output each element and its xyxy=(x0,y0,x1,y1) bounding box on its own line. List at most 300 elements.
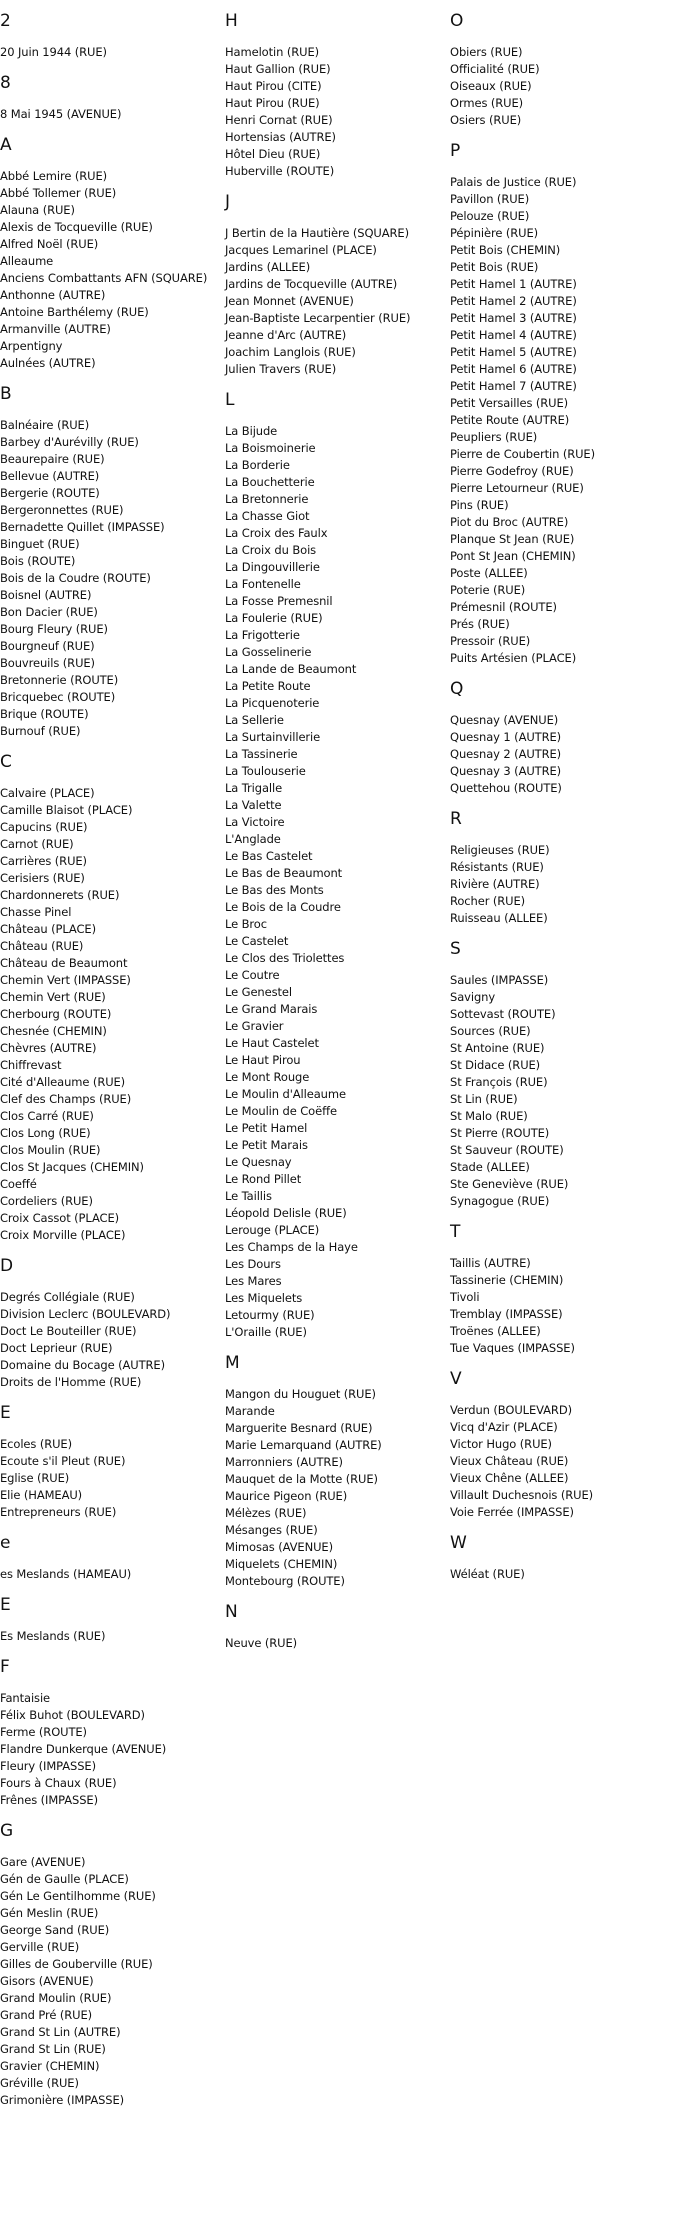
letter-heading: N xyxy=(225,1602,238,1622)
street-link[interactable]: St Pierre (ROUTE) xyxy=(450,1126,550,1140)
street-link[interactable]: Elie (HAMEAU) xyxy=(0,1488,83,1502)
street-link[interactable]: St François (RUE) xyxy=(450,1075,548,1089)
street-link[interactable]: Saules (IMPASSE) xyxy=(450,973,549,987)
letter-section xyxy=(0,1645,225,1809)
street-link[interactable]: Palais de Justice (RUE) xyxy=(450,175,577,189)
street-link[interactable]: Petit Hamel 4 (AUTRE) xyxy=(450,328,577,342)
street-link[interactable]: Beaurepaire (RUE) xyxy=(0,452,105,466)
street-link[interactable]: Balnéaire (RUE) xyxy=(0,418,90,432)
letter-section xyxy=(450,1357,675,1521)
street-link[interactable]: La Fosse Premesnil xyxy=(225,594,333,608)
street-link[interactable]: Bois de la Coudre (ROUTE) xyxy=(0,571,151,585)
street-link[interactable]: Haut Pirou (CITE) xyxy=(225,79,322,93)
street-link[interactable]: Ormes (RUE) xyxy=(450,96,524,110)
street-list xyxy=(450,972,675,1210)
street-link[interactable]: Joachim Langlois (RUE) xyxy=(225,345,356,359)
street-link[interactable]: Bretonnerie (ROUTE) xyxy=(0,673,119,687)
letter-heading: C xyxy=(0,752,12,772)
street-link[interactable]: Le Haut Pirou xyxy=(225,1053,301,1067)
street-link[interactable]: Pierre Godefroy (RUE) xyxy=(450,464,574,478)
street-link[interactable]: Sources (RUE) xyxy=(450,1024,531,1038)
street-link[interactable]: La Valette xyxy=(225,798,282,812)
street-link[interactable]: Neuve (RUE) xyxy=(225,1636,298,1650)
street-link[interactable]: Bouvreuils (RUE) xyxy=(0,656,95,670)
street-link[interactable]: Taillis (AUTRE) xyxy=(450,1256,531,1270)
street-link[interactable]: Petit Hamel 5 (AUTRE) xyxy=(450,345,577,359)
street-link[interactable]: Officialité (RUE) xyxy=(450,62,540,76)
street-link[interactable]: La Bijude xyxy=(225,424,278,438)
street-link[interactable]: La Boismoinerie xyxy=(225,441,316,455)
street-link[interactable]: Le Taillis xyxy=(225,1189,272,1203)
letter-section xyxy=(225,1590,450,1652)
letter-section xyxy=(225,180,450,378)
street-link[interactable]: Quettehou (ROUTE) xyxy=(450,781,562,795)
street-link[interactable]: Rivière (AUTRE) xyxy=(450,877,540,891)
street-list xyxy=(450,44,675,129)
street-link[interactable]: Ste Geneviève (RUE) xyxy=(450,1177,569,1191)
street-link[interactable]: Julien Travers (RUE) xyxy=(225,362,337,376)
street-link[interactable]: Doct Leprieur (RUE) xyxy=(0,1341,113,1355)
street-list xyxy=(225,225,450,378)
street-link[interactable]: Armanville (AUTRE) xyxy=(0,322,111,336)
street-link[interactable]: Boisnel (AUTRE) xyxy=(0,588,92,602)
street-link[interactable]: Osiers (RUE) xyxy=(450,113,522,127)
street-link[interactable]: Le Bas des Monts xyxy=(225,883,324,897)
street-link[interactable]: Petit Hamel 6 (AUTRE) xyxy=(450,362,577,376)
street-link[interactable]: Le Coutre xyxy=(225,968,280,982)
street-link[interactable]: Fleury (IMPASSE) xyxy=(0,1759,96,1773)
street-link[interactable]: Alleaume xyxy=(0,254,54,268)
street-link[interactable]: Mauquet de la Motte (RUE) xyxy=(225,1472,378,1486)
street-link[interactable]: Pierre Letourneur (RUE) xyxy=(450,481,584,495)
street-link[interactable]: Poterie (RUE) xyxy=(450,583,526,597)
street-link[interactable]: Quesnay 3 (AUTRE) xyxy=(450,764,562,778)
street-link[interactable]: La Victoire xyxy=(225,815,285,829)
street-list xyxy=(450,842,675,927)
street-link[interactable]: Stade (ALLEE) xyxy=(450,1160,530,1174)
street-link[interactable]: Obiers (RUE) xyxy=(450,45,523,59)
street-link[interactable]: Jeanne d'Arc (AUTRE) xyxy=(225,328,347,342)
street-link[interactable]: Léopold Delisle (RUE) xyxy=(225,1206,347,1220)
street-link[interactable]: Puits Artésien (PLACE) xyxy=(450,651,577,665)
street-link[interactable]: Mangon du Houguet (RUE) xyxy=(225,1387,376,1401)
street-link[interactable]: Domaine du Bocage (AUTRE) xyxy=(0,1358,165,1372)
street-link[interactable]: St Malo (RUE) xyxy=(450,1109,528,1123)
street-link[interactable]: Chesnée (CHEMIN) xyxy=(0,1024,107,1038)
street-link[interactable]: Lerouge (PLACE) xyxy=(225,1223,320,1237)
street-link[interactable]: La Picquenoterie xyxy=(225,696,320,710)
street-link[interactable]: Antoine Barthélemy (RUE) xyxy=(0,305,149,319)
street-link[interactable]: Peupliers (RUE) xyxy=(450,430,538,444)
letter-heading: A xyxy=(0,135,12,155)
street-link[interactable]: Chemin Vert (RUE) xyxy=(0,990,106,1004)
street-link[interactable]: Le Clos des Triolettes xyxy=(225,951,345,965)
letter-heading: e xyxy=(0,1533,11,1553)
street-link[interactable]: Petit Bois (RUE) xyxy=(450,260,539,274)
street-link[interactable]: Binguet (RUE) xyxy=(0,537,80,551)
letter-heading: E xyxy=(0,1595,11,1615)
street-link[interactable]: Pelouze (RUE) xyxy=(450,209,530,223)
street-link[interactable]: Gén Le Gentilhomme (RUE) xyxy=(0,1889,156,1903)
street-link[interactable]: Frênes (IMPASSE) xyxy=(0,1793,98,1807)
street-link[interactable]: Le Rond Pillet xyxy=(225,1172,302,1186)
street-list xyxy=(450,1566,675,1583)
street-link[interactable]: Piot du Broc (AUTRE) xyxy=(450,515,569,529)
letter-section xyxy=(225,378,450,1341)
street-link[interactable]: Les Mares xyxy=(225,1274,282,1288)
street-link[interactable]: La Tassinerie xyxy=(225,747,298,761)
street-link[interactable]: Montebourg (ROUTE) xyxy=(225,1574,345,1588)
street-index-column-3 xyxy=(450,0,675,1583)
street-link[interactable]: L'Anglade xyxy=(225,832,281,846)
street-link[interactable]: Bourg Fleury (RUE) xyxy=(0,622,108,636)
letter-heading: 2 xyxy=(0,11,11,31)
street-link[interactable]: St Lin (RUE) xyxy=(450,1092,518,1106)
street-index-column-1 xyxy=(0,0,225,2109)
street-link[interactable]: Château (PLACE) xyxy=(0,922,96,936)
street-link[interactable]: Eglise (RUE) xyxy=(0,1471,70,1485)
street-link[interactable]: Oiseaux (RUE) xyxy=(450,79,532,93)
street-link[interactable]: Hôtel Dieu (RUE) xyxy=(225,147,321,161)
street-link[interactable]: Jardins de Tocqueville (AUTRE) xyxy=(225,277,398,291)
street-link[interactable]: Flandre Dunkerque (AVENUE) xyxy=(0,1742,167,1756)
street-link[interactable]: St Sauveur (ROUTE) xyxy=(450,1143,564,1157)
letter-section xyxy=(0,740,225,1244)
street-link[interactable]: Voie Ferrée (IMPASSE) xyxy=(450,1505,574,1519)
street-link[interactable]: 20 Juin 1944 (RUE) xyxy=(0,45,107,59)
street-link[interactable]: Le Grand Marais xyxy=(225,1002,318,1016)
street-link[interactable]: Gilles de Gouberville (RUE) xyxy=(0,1957,153,1971)
street-link[interactable]: Anciens Combattants AFN (SQUARE) xyxy=(0,271,208,285)
street-link[interactable]: La Bouchetterie xyxy=(225,475,315,489)
street-link[interactable]: Wéléat (RUE) xyxy=(450,1567,525,1581)
letter-heading: O xyxy=(450,11,464,31)
street-link[interactable]: Abbé Lemire (RUE) xyxy=(0,169,108,183)
street-link[interactable]: Maurice Pigeon (RUE) xyxy=(225,1489,348,1503)
street-link[interactable]: Clos Moulin (RUE) xyxy=(0,1143,101,1157)
street-link[interactable]: Le Gravier xyxy=(225,1019,284,1033)
street-link[interactable]: Le Mont Rouge xyxy=(225,1070,310,1084)
street-link[interactable]: St Didace (RUE) xyxy=(450,1058,541,1072)
street-link[interactable]: Le Petit Marais xyxy=(225,1138,308,1152)
street-link[interactable]: Clos St Jacques (CHEMIN) xyxy=(0,1160,144,1174)
street-link[interactable]: Le Bas Castelet xyxy=(225,849,313,863)
street-link[interactable]: Alfred Noël (RUE) xyxy=(0,237,99,251)
letter-section xyxy=(225,0,450,180)
street-link[interactable]: Petite Route (AUTRE) xyxy=(450,413,570,427)
street-link[interactable]: Marie Lemarquand (AUTRE) xyxy=(225,1438,382,1452)
street-index-column-2 xyxy=(225,0,450,1652)
street-link[interactable]: Jean-Baptiste Lecarpentier (RUE) xyxy=(225,311,411,325)
street-link[interactable]: Petit Hamel 2 (AUTRE) xyxy=(450,294,577,308)
street-link[interactable]: Tremblay (IMPASSE) xyxy=(450,1307,563,1321)
street-link[interactable]: Clos Long (RUE) xyxy=(0,1126,91,1140)
street-link[interactable]: Miquelets (CHEMIN) xyxy=(225,1557,338,1571)
street-link[interactable]: Tue Vaques (IMPASSE) xyxy=(450,1341,575,1355)
street-link[interactable]: La Croix des Faulx xyxy=(225,526,328,540)
street-link[interactable]: Grimonière (IMPASSE) xyxy=(0,2093,125,2107)
street-link[interactable]: Pont St Jean (CHEMIN) xyxy=(450,549,576,563)
street-link[interactable]: Bois (ROUTE) xyxy=(0,554,76,568)
street-link[interactable]: Carrières (RUE) xyxy=(0,854,87,868)
street-link[interactable]: Chasse Pinel xyxy=(0,905,72,919)
street-link[interactable]: Prés (RUE) xyxy=(450,617,510,631)
street-link[interactable]: Villault Duchesnois (RUE) xyxy=(450,1488,594,1502)
street-link[interactable]: La Sellerie xyxy=(225,713,284,727)
street-link[interactable]: Capucins (RUE) xyxy=(0,820,88,834)
street-link[interactable]: Haut Gallion (RUE) xyxy=(225,62,331,76)
street-link[interactable]: Le Broc xyxy=(225,917,267,931)
street-link[interactable]: La Toulouserie xyxy=(225,764,306,778)
street-link[interactable]: Pavillon (RUE) xyxy=(450,192,530,206)
street-link[interactable]: Huberville (ROUTE) xyxy=(225,164,335,178)
letter-section xyxy=(0,123,225,372)
street-list xyxy=(450,174,675,667)
street-link[interactable]: Division Leclerc (BOULEVARD) xyxy=(0,1307,171,1321)
street-list xyxy=(0,44,225,61)
letter-heading: B xyxy=(0,384,12,404)
street-list xyxy=(0,1289,225,1391)
street-link[interactable]: Le Genestel xyxy=(225,985,292,999)
street-link[interactable]: La Gosselinerie xyxy=(225,645,312,659)
street-link[interactable]: Es Meslands (RUE) xyxy=(0,1629,106,1643)
street-link[interactable]: Bergerie (ROUTE) xyxy=(0,486,100,500)
street-link[interactable]: Cité d'Alleaume (RUE) xyxy=(0,1075,126,1089)
street-link[interactable]: Bricquebec (ROUTE) xyxy=(0,690,116,704)
street-link[interactable]: Jardins (ALLEE) xyxy=(225,260,311,274)
street-link[interactable]: Ecoles (RUE) xyxy=(0,1437,72,1451)
street-link[interactable]: Victor Hugo (RUE) xyxy=(450,1437,552,1451)
street-list xyxy=(225,423,450,1341)
letter-section xyxy=(0,1809,225,2109)
street-link[interactable]: Quesnay 2 (AUTRE) xyxy=(450,747,562,761)
letter-section xyxy=(0,1244,225,1391)
street-link[interactable]: Degrés Collégiale (RUE) xyxy=(0,1290,135,1304)
street-link[interactable]: Ruisseau (ALLEE) xyxy=(450,911,548,925)
street-link[interactable]: Entrepreneurs (RUE) xyxy=(0,1505,117,1519)
street-link[interactable]: La Chasse Giot xyxy=(225,509,310,523)
street-link[interactable]: Vieux Château (RUE) xyxy=(450,1454,569,1468)
street-link[interactable]: Le Castelet xyxy=(225,934,289,948)
street-link[interactable]: La Surtainvillerie xyxy=(225,730,321,744)
letter-section xyxy=(450,1521,675,1583)
street-link[interactable]: Félix Buhot (BOULEVARD) xyxy=(0,1708,145,1722)
street-link[interactable]: Brique (ROUTE) xyxy=(0,707,89,721)
letter-heading: R xyxy=(450,809,462,829)
street-link[interactable]: Droits de l'Homme (RUE) xyxy=(0,1375,142,1389)
street-link[interactable]: Grand St Lin (RUE) xyxy=(0,2042,106,2056)
street-link[interactable]: Anthonne (AUTRE) xyxy=(0,288,106,302)
street-link[interactable]: Aulnées (AUTRE) xyxy=(0,356,96,370)
street-link[interactable]: Arpentigny xyxy=(0,339,63,353)
street-link[interactable]: Croix Cassot (PLACE) xyxy=(0,1211,119,1225)
street-link[interactable]: Marande xyxy=(225,1404,275,1418)
letter-heading: P xyxy=(450,141,461,161)
street-link[interactable]: Clef des Champs (RUE) xyxy=(0,1092,132,1106)
letter-heading: F xyxy=(0,1657,10,1677)
street-link[interactable]: Cerisiers (RUE) xyxy=(0,871,85,885)
letter-section xyxy=(0,61,225,123)
street-link[interactable]: Le Bois de la Coudre xyxy=(225,900,341,914)
street-link[interactable]: Gréville (RUE) xyxy=(0,2076,79,2090)
street-link[interactable]: Pierre de Coubertin (RUE) xyxy=(450,447,595,461)
street-link[interactable]: Vicq d'Azir (PLACE) xyxy=(450,1420,558,1434)
letter-section xyxy=(0,1583,225,1645)
street-link[interactable]: Gén de Gaulle (PLACE) xyxy=(0,1872,129,1886)
street-link[interactable]: Petit Hamel 3 (AUTRE) xyxy=(450,311,577,325)
street-link[interactable]: La Trigalle xyxy=(225,781,283,795)
street-link[interactable]: Marronniers (AUTRE) xyxy=(225,1455,343,1469)
street-link[interactable]: Gerville (RUE) xyxy=(0,1940,80,1954)
street-link[interactable]: es Meslands (HAMEAU) xyxy=(0,1567,132,1581)
street-link[interactable]: Jacques Lemarinel (PLACE) xyxy=(225,243,377,257)
street-link[interactable]: 8 Mai 1945 (AVENUE) xyxy=(0,107,122,121)
street-link[interactable]: Petit Bois (CHEMIN) xyxy=(450,243,561,257)
street-link[interactable]: Troënes (ALLEE) xyxy=(450,1324,541,1338)
street-link[interactable]: Mimosas (AVENUE) xyxy=(225,1540,333,1554)
street-link[interactable]: Gravier (CHEMIN) xyxy=(0,2059,100,2073)
letter-heading: T xyxy=(450,1222,461,1242)
street-link[interactable]: Le Bas de Beaumont xyxy=(225,866,343,880)
street-link[interactable]: Gén Meslin (RUE) xyxy=(0,1906,99,1920)
street-link[interactable]: Le Quesnay xyxy=(225,1155,292,1169)
street-link[interactable]: Abbé Tollemer (RUE) xyxy=(0,186,117,200)
street-link[interactable]: Chemin Vert (IMPASSE) xyxy=(0,973,131,987)
street-link[interactable]: Ecoute s'il Pleut (RUE) xyxy=(0,1454,126,1468)
street-link[interactable]: Rocher (RUE) xyxy=(450,894,526,908)
street-link[interactable]: Sottevast (ROUTE) xyxy=(450,1007,556,1021)
street-link[interactable]: Ferme (ROUTE) xyxy=(0,1725,87,1739)
letter-heading: Q xyxy=(450,679,464,699)
street-link[interactable]: Petit Versailles (RUE) xyxy=(450,396,569,410)
street-link[interactable]: Les Miquelets xyxy=(225,1291,303,1305)
street-link[interactable]: Tassinerie (CHEMIN) xyxy=(450,1273,564,1287)
street-link[interactable]: Burnouf (RUE) xyxy=(0,724,81,738)
street-link[interactable]: Marguerite Besnard (RUE) xyxy=(225,1421,373,1435)
street-link[interactable]: La Frigotterie xyxy=(225,628,300,642)
street-link[interactable]: Planque St Jean (RUE) xyxy=(450,532,575,546)
street-link[interactable]: Bernadette Quillet (IMPASSE) xyxy=(0,520,165,534)
street-link[interactable]: Henri Cornat (RUE) xyxy=(225,113,333,127)
street-link[interactable]: Les Champs de la Haye xyxy=(225,1240,358,1254)
street-link[interactable]: Pressoir (RUE) xyxy=(450,634,531,648)
street-link[interactable]: Les Dours xyxy=(225,1257,281,1271)
street-link[interactable]: La Borderie xyxy=(225,458,290,472)
street-link[interactable]: Alexis de Tocqueville (RUE) xyxy=(0,220,153,234)
street-link[interactable]: Clos Carré (RUE) xyxy=(0,1109,94,1123)
street-link[interactable]: Chardonnerets (RUE) xyxy=(0,888,120,902)
street-list xyxy=(0,168,225,372)
letter-heading: H xyxy=(225,11,238,31)
street-link[interactable]: St Antoine (RUE) xyxy=(450,1041,545,1055)
street-link[interactable]: Synagogue (RUE) xyxy=(450,1194,550,1208)
street-link[interactable]: J Bertin de la Hautière (SQUARE) xyxy=(225,226,409,240)
street-link[interactable]: Hortensias (AUTRE) xyxy=(225,130,336,144)
street-link[interactable]: Petit Hamel 7 (AUTRE) xyxy=(450,379,577,393)
street-link[interactable]: Le Moulin de Coëffe xyxy=(225,1104,337,1118)
street-link[interactable]: Fours à Chaux (RUE) xyxy=(0,1776,117,1790)
street-list xyxy=(225,44,450,180)
street-link[interactable]: Hamelotin (RUE) xyxy=(225,45,319,59)
street-link[interactable]: Prémesnil (ROUTE) xyxy=(450,600,557,614)
street-link[interactable]: Chèvres (AUTRE) xyxy=(0,1041,97,1055)
street-link[interactable]: Résistants (RUE) xyxy=(450,860,544,874)
street-link[interactable]: Bon Dacier (RUE) xyxy=(0,605,98,619)
street-link[interactable]: Grand Pré (RUE) xyxy=(0,2008,93,2022)
street-link[interactable]: Verdun (BOULEVARD) xyxy=(450,1403,572,1417)
street-link[interactable]: Château (RUE) xyxy=(0,939,84,953)
street-link[interactable]: Haut Pirou (RUE) xyxy=(225,96,320,110)
street-link[interactable]: Poste (ALLEE) xyxy=(450,566,528,580)
street-link[interactable]: Alauna (RUE) xyxy=(0,203,75,217)
letter-section xyxy=(450,667,675,797)
street-link[interactable]: Gare (AVENUE) xyxy=(0,1855,86,1869)
street-link[interactable]: La Dingouvillerie xyxy=(225,560,320,574)
street-link[interactable]: L'Oraille (RUE) xyxy=(225,1325,307,1339)
street-link[interactable]: Bellevue (AUTRE) xyxy=(0,469,100,483)
street-link[interactable]: Mélèzes (RUE) xyxy=(225,1506,307,1520)
street-link[interactable]: Doct Le Bouteiller (RUE) xyxy=(0,1324,137,1338)
street-link[interactable]: La Foulerie (RUE) xyxy=(225,611,323,625)
street-link[interactable]: La Fontenelle xyxy=(225,577,301,591)
street-link[interactable]: Chiffrevast xyxy=(0,1058,62,1072)
street-link[interactable]: Carnot (RUE) xyxy=(0,837,74,851)
street-link[interactable]: Pins (RUE) xyxy=(450,498,509,512)
street-link[interactable]: George Sand (RUE) xyxy=(0,1923,110,1937)
street-link[interactable]: La Lande de Beaumont xyxy=(225,662,357,676)
street-link[interactable]: Religieuses (RUE) xyxy=(450,843,550,857)
street-link[interactable]: La Bretonnerie xyxy=(225,492,309,506)
street-link[interactable]: Gisors (AVENUE) xyxy=(0,1974,94,1988)
street-link[interactable]: Le Moulin d'Alleaume xyxy=(225,1087,346,1101)
street-link[interactable]: Grand St Lin (AUTRE) xyxy=(0,2025,121,2039)
street-link[interactable]: Vieux Chêne (ALLEE) xyxy=(450,1471,569,1485)
street-link[interactable]: Fantaisie xyxy=(0,1691,51,1705)
street-link[interactable]: Calvaire (PLACE) xyxy=(0,786,95,800)
street-link[interactable]: Quesnay 1 (AUTRE) xyxy=(450,730,562,744)
street-link[interactable]: Quesnay (AVENUE) xyxy=(450,713,559,727)
street-link[interactable]: Le Haut Castelet xyxy=(225,1036,319,1050)
street-link[interactable]: Letourmy (RUE) xyxy=(225,1308,315,1322)
street-link[interactable]: Cordeliers (RUE) xyxy=(0,1194,93,1208)
street-link[interactable]: Bourgneuf (RUE) xyxy=(0,639,95,653)
letter-heading: D xyxy=(0,1256,14,1276)
street-link[interactable]: Pépinière (RUE) xyxy=(450,226,539,240)
street-link[interactable]: Château de Beaumont xyxy=(0,956,128,970)
street-link[interactable]: Bergeronnettes (RUE) xyxy=(0,503,124,517)
letter-heading: J xyxy=(225,192,231,212)
street-list xyxy=(0,1566,225,1583)
street-link[interactable]: Coeffé xyxy=(0,1177,37,1191)
street-link[interactable]: Le Petit Hamel xyxy=(225,1121,308,1135)
street-link[interactable]: Tivoli xyxy=(450,1290,480,1304)
street-link[interactable]: Grand Moulin (RUE) xyxy=(0,1991,112,2005)
street-link[interactable]: Cherbourg (ROUTE) xyxy=(0,1007,112,1021)
street-link[interactable]: La Petite Route xyxy=(225,679,311,693)
street-link[interactable]: Savigny xyxy=(450,990,496,1004)
street-link[interactable]: Barbey d'Aurévilly (RUE) xyxy=(0,435,139,449)
street-link[interactable]: Camille Blaisot (PLACE) xyxy=(0,803,133,817)
letter-heading: S xyxy=(450,939,461,959)
street-link[interactable]: La Croix du Bois xyxy=(225,543,317,557)
street-link[interactable]: Croix Morville (PLACE) xyxy=(0,1228,126,1242)
street-link[interactable]: Petit Hamel 1 (AUTRE) xyxy=(450,277,577,291)
street-link[interactable]: Mésanges (RUE) xyxy=(225,1523,318,1537)
street-link[interactable]: Jean Monnet (AVENUE) xyxy=(225,294,354,308)
letter-heading: W xyxy=(450,1533,467,1553)
letter-section xyxy=(225,1341,450,1590)
street-list xyxy=(0,106,225,123)
